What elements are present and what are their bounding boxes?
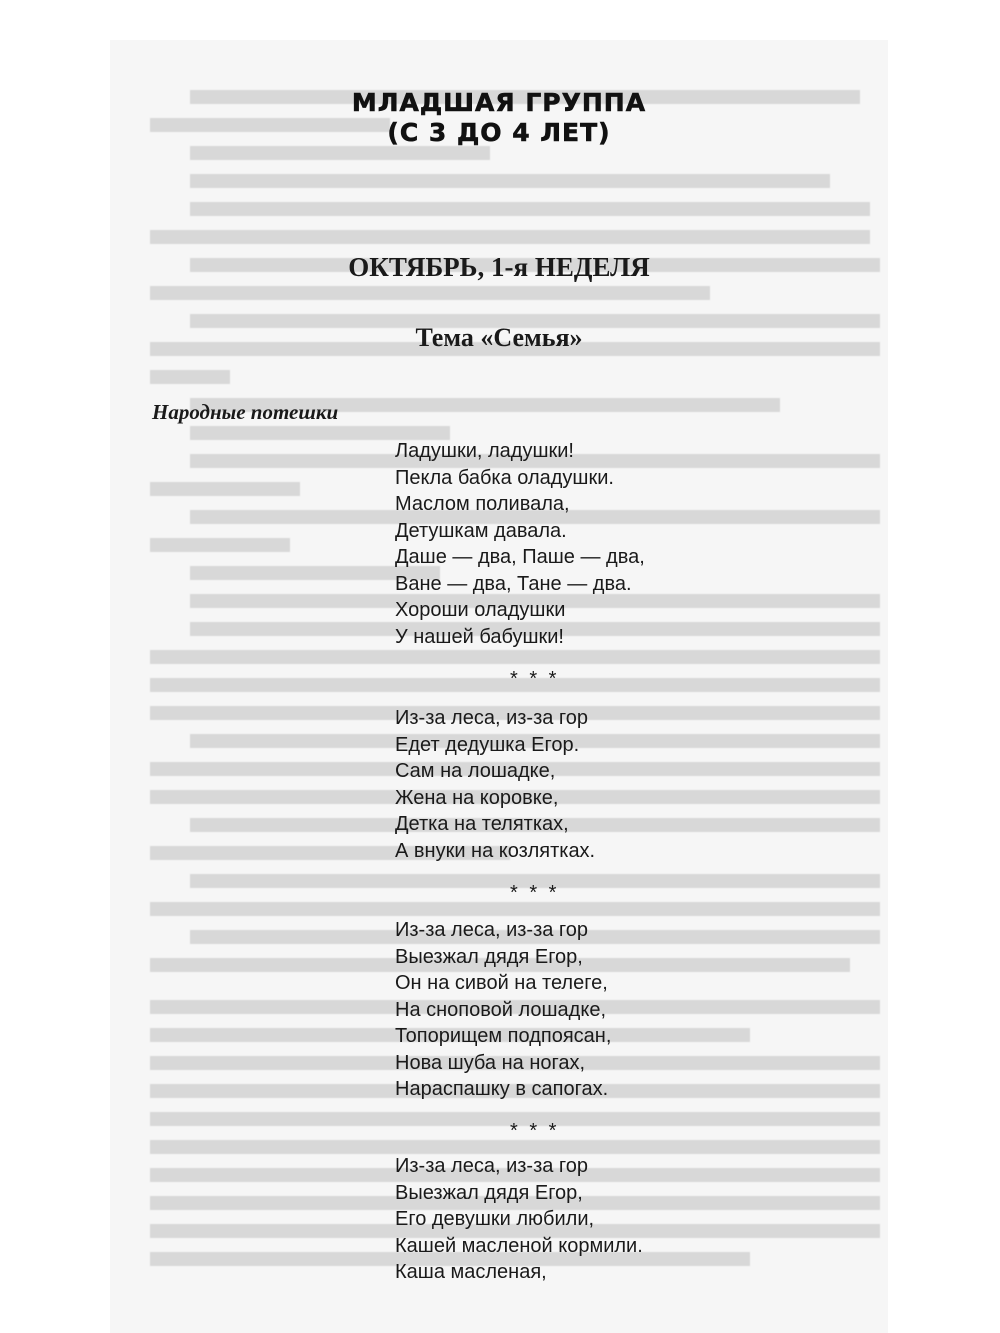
book-page: [110, 40, 888, 1333]
poem-line: Хороши оладушки: [395, 599, 566, 621]
theme-heading: Тема «Семья»: [415, 323, 583, 352]
poem-line: Из-за леса, из-за гор: [395, 1155, 589, 1177]
poem-line: Маслом поливала,: [395, 493, 570, 515]
poem-4: [395, 1153, 643, 1286]
month-week-heading: ОКТЯБРЬ, 1-я НЕДЕЛЯ: [348, 252, 650, 282]
poem-line: Он на сивой на телеге,: [395, 972, 608, 994]
poem-line: Сам на лошадке,: [395, 760, 556, 782]
poem-line: Топорищем подпоясан,: [395, 1025, 612, 1047]
poem-1: [395, 438, 645, 650]
poem-line: Его девушки любили,: [395, 1208, 595, 1230]
poem-line: Нова шуба на ногах,: [395, 1051, 586, 1074]
poem-line: У нашей бабушки!: [395, 625, 564, 648]
poem-line: Ване — два, Тане — два.: [395, 572, 632, 595]
separator-stars: * * *: [510, 1120, 560, 1142]
group-title-line2: (С 3 ДО 4 ЛЕТ): [387, 118, 611, 147]
poem-line: Выезжал дядя Егор,: [395, 1181, 583, 1204]
separator-stars: * * *: [510, 668, 560, 690]
group-title-line1: МЛАДШАЯ ГРУППА: [351, 88, 647, 117]
poem-line: Детка на телятках,: [395, 813, 569, 835]
poem-line: Из-за леса, из-за гор: [395, 919, 589, 941]
poem-line: Каша масленая,: [395, 1261, 547, 1283]
poem-line: Из-за леса, из-за гор: [395, 707, 589, 729]
page-content: [110, 40, 888, 1333]
poem-line: Жена на коровке,: [395, 786, 559, 809]
separator-stars: * * *: [510, 882, 560, 904]
poem-3: [395, 917, 611, 1103]
section-heading: Народные потешки: [152, 400, 339, 424]
poem-line: Пекла бабка оладушки.: [395, 466, 614, 489]
poem-2: [395, 705, 595, 864]
poem-line: Детушкам давала.: [395, 519, 567, 542]
poem-line: Кашей масленой кормили.: [395, 1234, 643, 1257]
poem-line: Нараспашку в сапогах.: [395, 1078, 609, 1100]
poem-line: На сноповой лошадке,: [395, 998, 607, 1021]
poem-line: Выезжал дядя Егор,: [395, 945, 583, 968]
poem-line: Едет дедушка Егор.: [395, 733, 580, 756]
poem-line: Даше — два, Паше — два,: [395, 546, 645, 568]
poem-line: Ладушки, ладушки!: [395, 440, 574, 462]
poem-line: А внуки на козлятках.: [395, 839, 596, 862]
